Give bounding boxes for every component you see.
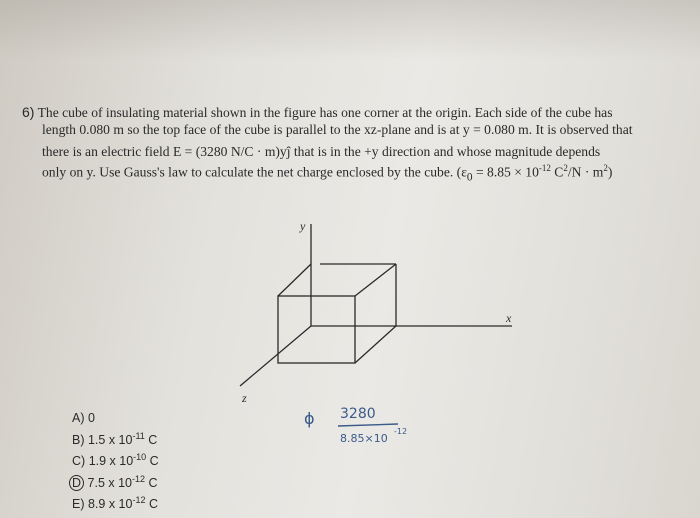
answer-letter: C) (72, 454, 86, 469)
problem-line-1-text: The cube of insulating material shown in the figure has one corner at the origin. Each side of the cube has (37, 105, 613, 120)
answer-letter-circled: D (69, 475, 84, 491)
answer-a[interactable] (72, 410, 159, 428)
handwritten-numerator: 3280 (340, 406, 376, 422)
problem-text (22, 104, 694, 186)
answer-letter: E) (72, 497, 85, 512)
unit-end-exponent: 2 (603, 163, 608, 173)
answer-d[interactable] (72, 471, 159, 493)
cube-front-face (278, 296, 355, 363)
answer-value: 0 (87, 411, 95, 425)
answer-exponent: -12 (132, 495, 146, 506)
answer-exponent: -10 (133, 452, 147, 463)
answer-value: 1.5 x 10 (87, 432, 133, 447)
z-axis (240, 326, 311, 386)
cube-figure (228, 216, 528, 416)
handwritten-denominator: 8.85×10 (340, 432, 388, 445)
problem-line-4-main: only on y. Use Gauss's law to calculate the net charge enclosed by the cube. (ε (42, 164, 467, 180)
answer-letter: A) (72, 411, 85, 425)
problem-number: 6) (22, 104, 35, 120)
answer-b[interactable] (72, 428, 159, 450)
answer-unit: C (149, 454, 159, 469)
answer-unit: C (148, 475, 158, 490)
answer-unit: C (148, 497, 158, 512)
y-axis-label: y (300, 219, 306, 233)
problem-line-4-mid: = 8.85 × 10 (472, 164, 539, 180)
handwritten-fraction-bar (338, 424, 398, 426)
cube-top-left-edge (278, 264, 311, 296)
z-axis-label: z (242, 391, 247, 405)
problem-line-4-unit: C (550, 164, 564, 180)
answer-exponent: -11 (132, 430, 145, 441)
answer-unit: C (148, 432, 158, 447)
handwritten-phi: ϕ (304, 409, 315, 428)
page-shadow (0, 0, 700, 60)
cube-top-right-edge (355, 264, 396, 296)
answer-value: 1.9 x 10 (88, 454, 134, 469)
problem-line-1 (22, 104, 694, 121)
x-axis-label: x (506, 311, 512, 325)
answer-letter: B) (72, 432, 85, 447)
problem-line-4 (22, 160, 694, 186)
epsilon-subscript: 0 (466, 171, 473, 184)
problem-line-4-end: /N · m (567, 164, 604, 180)
answer-c[interactable] (72, 449, 159, 471)
cube-bottom-right-edge (355, 326, 396, 363)
problem-line-3: there is an electric field E = (3280 N/C · m)yĵ that is in the +y direction and whose magnitude depends (42, 144, 601, 159)
handwritten-note (300, 398, 460, 458)
epsilon-exponent: -12 (538, 163, 551, 173)
answer-choices (72, 410, 159, 514)
problem-line-2: length 0.080 m so the top face of the cube is parallel to the xz-plane and is at y = 0.080 m. It is observed that (42, 122, 633, 137)
answer-exponent: -12 (132, 473, 146, 484)
handwritten-denominator-exponent: -12 (394, 427, 408, 436)
problem-line-4-close: ) (607, 164, 613, 180)
answer-value: 7.5 x 10 (87, 475, 132, 490)
answer-e[interactable] (72, 492, 159, 514)
unit-exponent: 2 (563, 163, 568, 173)
answer-value: 8.9 x 10 (87, 497, 133, 512)
